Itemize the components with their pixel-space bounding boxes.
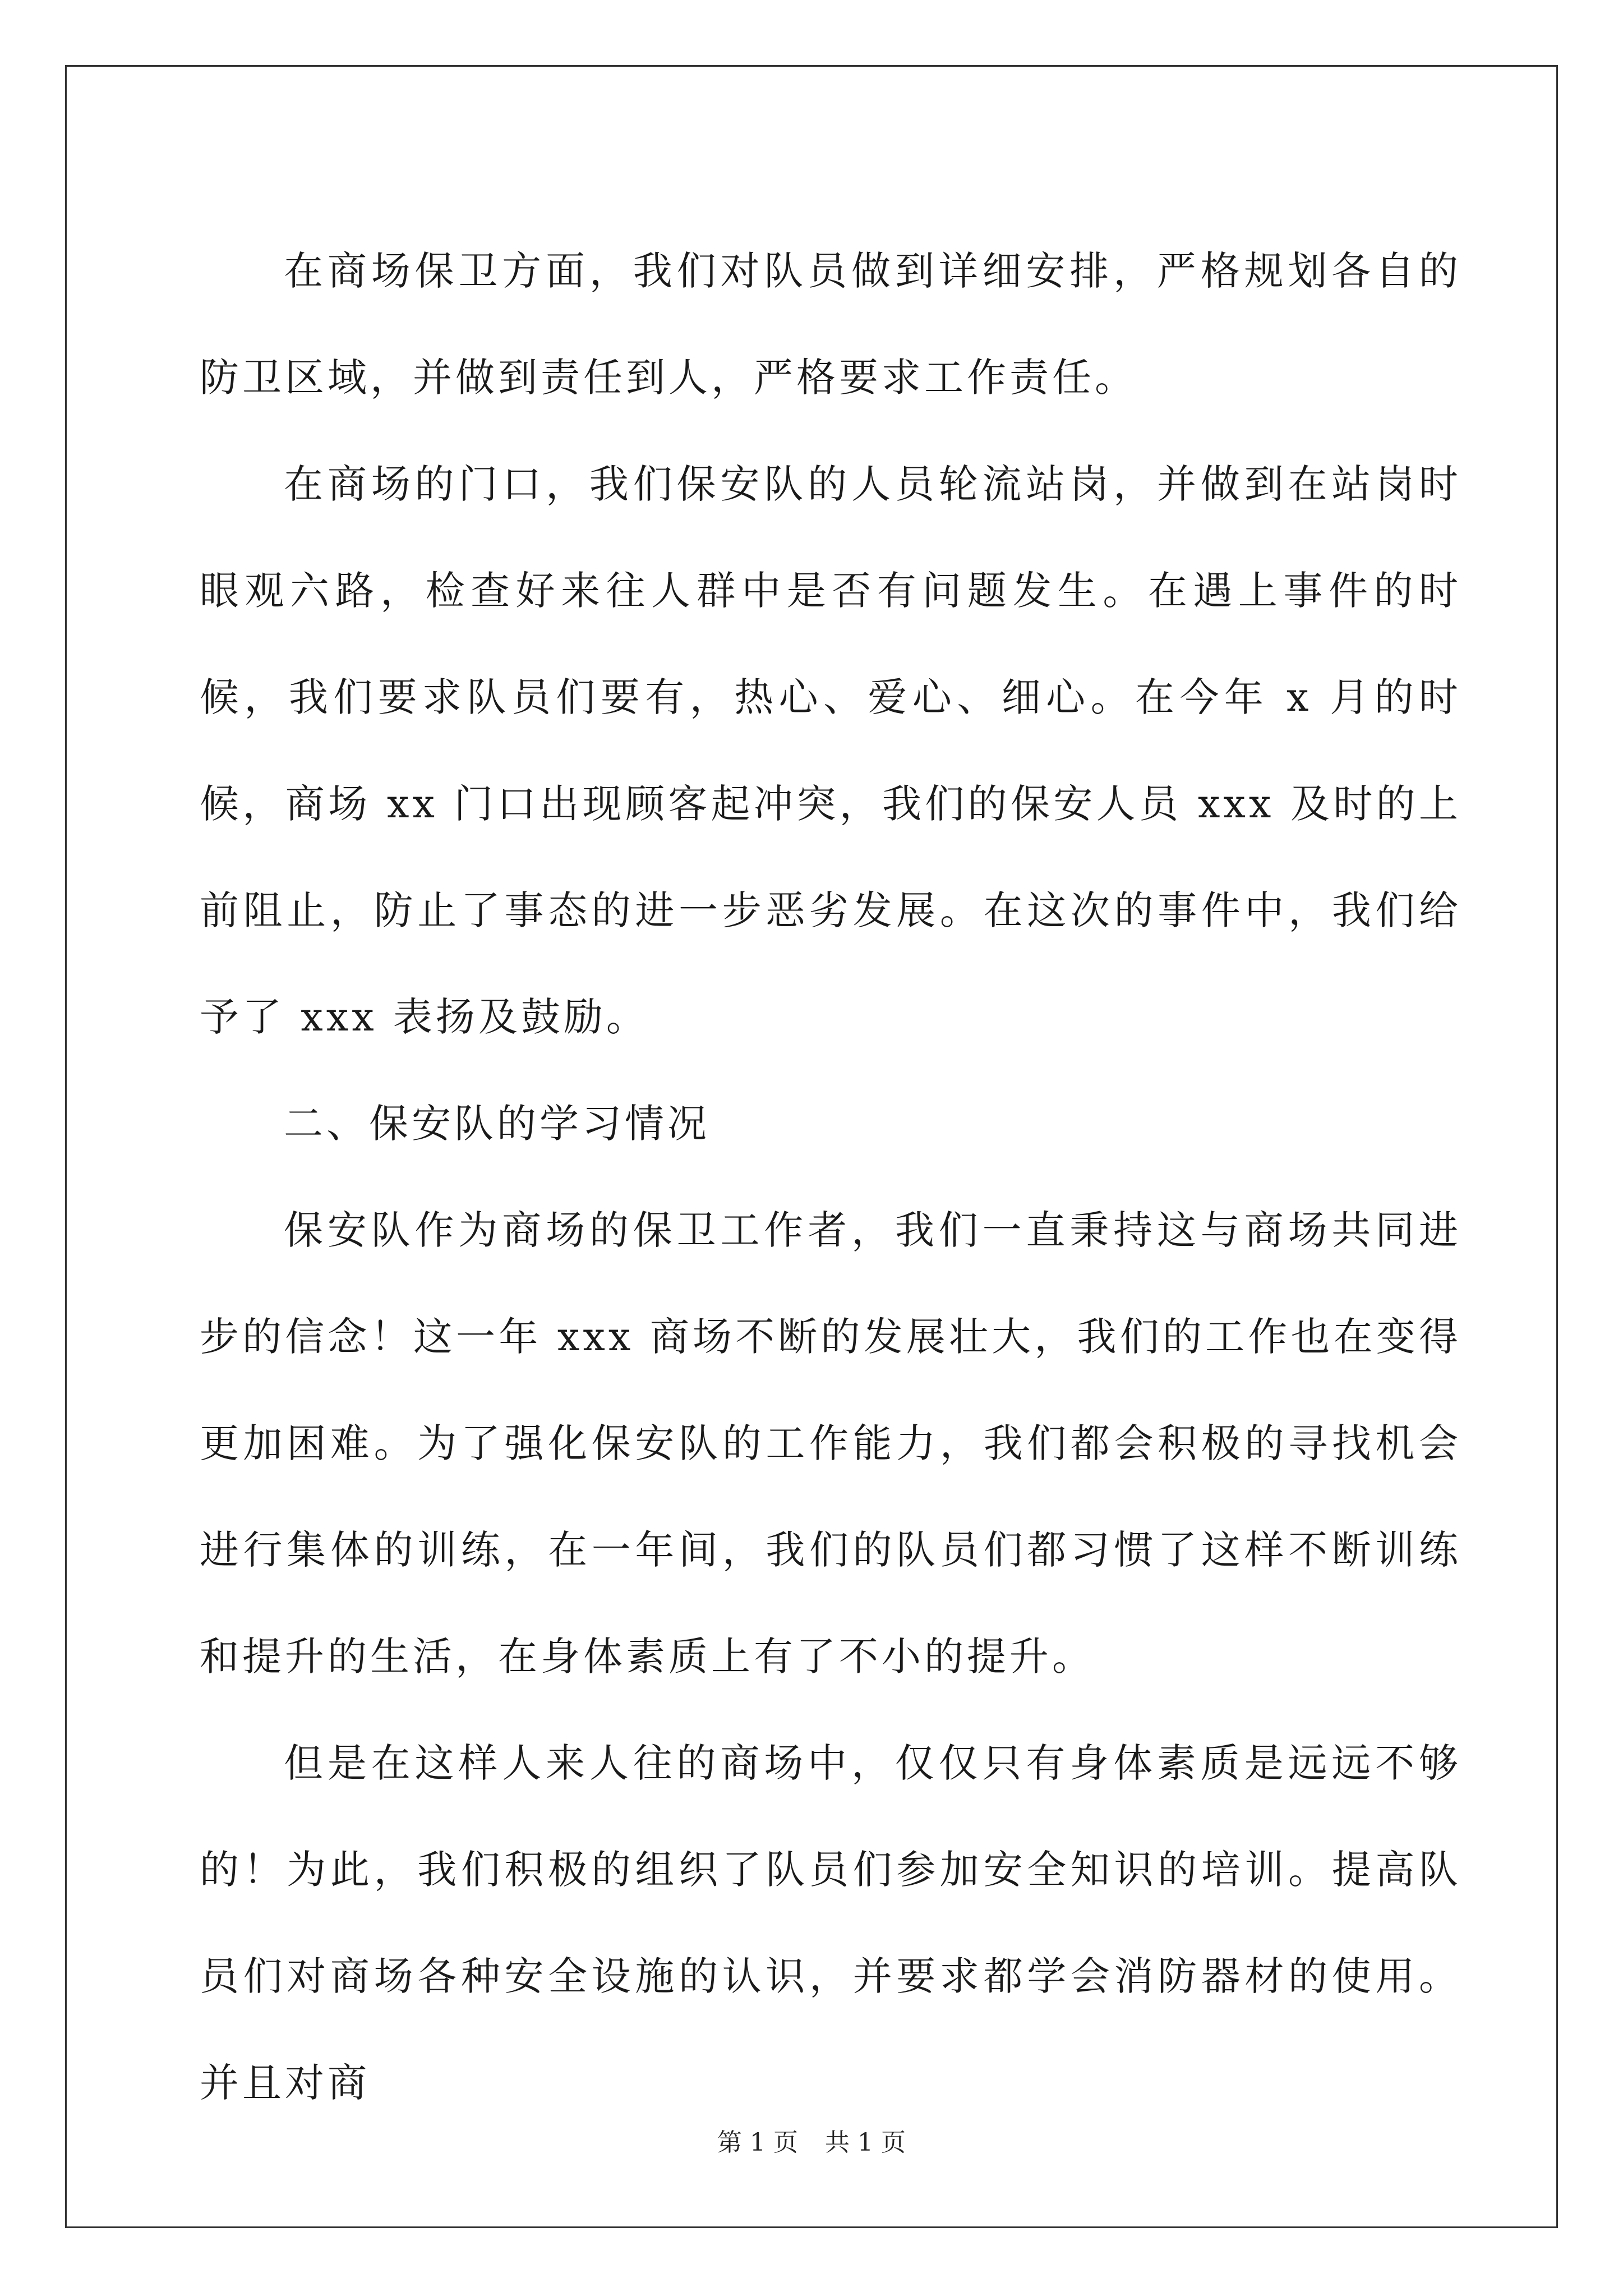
paragraph-safety-knowledge: 但是在这样人来人往的商场中，仅仅只有身体素质是远远不够的！为此，我们积极的组织了队员们参加安全知识的培训。提高队员们对商场各种安全设施的认识，并要求都学会消防器材的使用。并且对商: [200, 1740, 1461, 2106]
paragraph-training: 保安队作为商场的保卫工作者，我们一直秉持这与商场共同进步的信念！这一年 xxx 商场不断的发展壮大，我们的工作也在变得更加困难。为了强化保安队的工作能力，我们都会积极的寻找机会进行集体的训练，在一年间，我们的队员们都习惯了这样不断训练和提升的生活，在身体素质上有了不小的提升。: [200, 1207, 1461, 1680]
paragraph-guard-arrangement: 在商场保卫方面，我们对队员做到详细安排，严格规划各自的防卫区域，并做到责任到人，严格要求工作责任。: [200, 248, 1461, 401]
section-heading-learning: 二、保安队的学习情况: [284, 1101, 710, 1147]
page-total: 共 1 页: [825, 2128, 906, 2157]
page-footer: [0, 2126, 1623, 2160]
document-body: [200, 218, 1461, 2136]
paragraph-entrance-duty: 在商场的门口，我们保安队的人员轮流站岗，并做到在站岗时眼观六路，检查好来往人群中是否有问题发生。在遇上事件的时候，我们要求队员们要有，热心、爱心、细心。在今年 x 月的时候，商场 xx 门口出现顾客起冲突，我们的保安人员 xxx 及时的上前阻止，防止了事态的进一步恶劣发展。在这次的事件中，我们给予了 xxx 表扬及鼓励。: [200, 461, 1461, 1040]
page-number: 第 1 页: [717, 2128, 798, 2157]
